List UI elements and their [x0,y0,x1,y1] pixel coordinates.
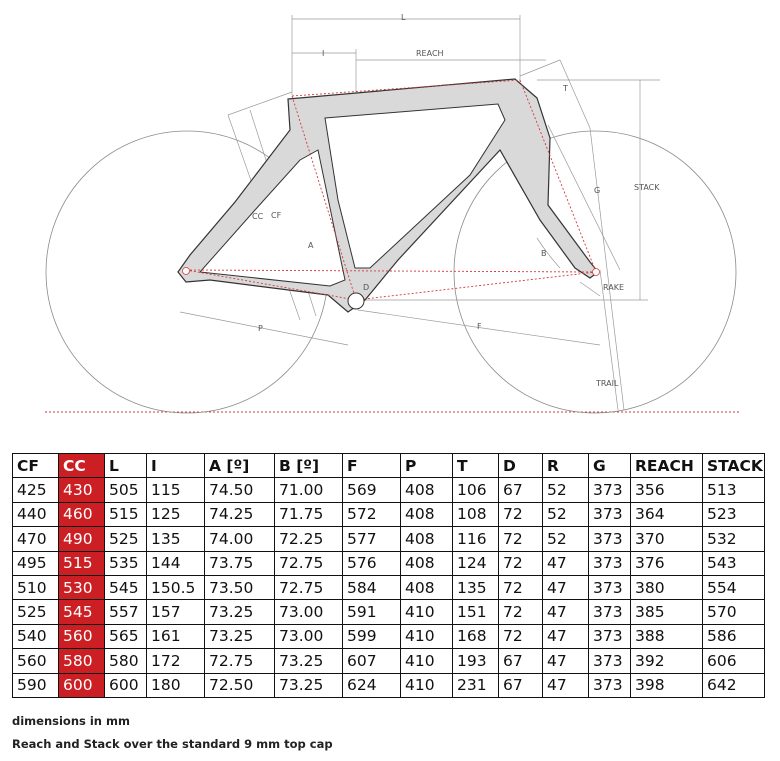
column-header: P [401,454,453,478]
label-P: P [258,324,263,333]
table-row [13,649,765,673]
label-REACH: REACH [416,49,444,58]
table-cell: 67 [499,673,543,697]
table-cell: 74.00 [205,527,275,551]
table-cell: 72.75 [205,649,275,673]
table-cell: 408 [401,502,453,526]
label-D: D [363,283,370,292]
label-L: L [401,13,406,22]
table-cell: 600 [105,673,147,697]
table-cell: 72.75 [275,551,343,575]
table-row [13,600,765,624]
table-cell: 532 [703,527,765,551]
table-cell: 373 [589,624,631,648]
table-cell: 72.50 [205,673,275,697]
table-cell: 124 [453,551,499,575]
table-cell: 373 [589,502,631,526]
table-cell: 607 [343,649,401,673]
table-cell: 47 [543,600,589,624]
table-cell: 370 [631,527,703,551]
column-header: G [589,454,631,478]
table-cell: 572 [343,502,401,526]
table-cell: 392 [631,649,703,673]
table-cell: 580 [59,649,105,673]
table-cell: 193 [453,649,499,673]
table-cell: 73.00 [275,624,343,648]
table-cell: 540 [13,624,59,648]
table-cell: 373 [589,649,631,673]
label-CC: CC [252,212,264,221]
column-header: STACK [703,454,765,478]
table-cell: 590 [13,673,59,697]
table-cell: 410 [401,600,453,624]
table-cell: 408 [401,551,453,575]
table-cell: 490 [59,527,105,551]
rear-dropout [183,268,190,275]
label-TRAIL: TRAIL [596,379,619,388]
table-cell: 440 [13,502,59,526]
table-cell: 144 [147,551,205,575]
table-cell: 106 [453,478,499,502]
column-header: REACH [631,454,703,478]
table-cell: 72 [499,575,543,599]
table-cell: 560 [13,649,59,673]
table-cell: 430 [59,478,105,502]
table-cell: 135 [147,527,205,551]
table-cell: 47 [543,649,589,673]
column-header: T [453,454,499,478]
table-cell: 560 [59,624,105,648]
reach-stack-note: Reach and Stack over the standard 9 mm top cap [12,737,333,751]
table-cell: 606 [703,649,765,673]
table-cell: 73.00 [275,600,343,624]
table-cell: 172 [147,649,205,673]
table-cell: 73.50 [205,575,275,599]
table-cell: 535 [105,551,147,575]
table-cell: 73.25 [205,624,275,648]
table-cell: 356 [631,478,703,502]
table-cell: 545 [59,600,105,624]
table-cell: 73.25 [275,673,343,697]
table-cell: 373 [589,527,631,551]
table-cell: 515 [105,502,147,526]
table-cell: 72 [499,600,543,624]
table-cell: 72 [499,502,543,526]
label-F: F [477,322,482,331]
column-header: B [º] [275,454,343,478]
column-header: CC [59,454,105,478]
label-G: G [594,186,601,195]
table-cell: 569 [343,478,401,502]
table-cell: 543 [703,551,765,575]
table-cell: 505 [105,478,147,502]
table-cell: 373 [589,575,631,599]
table-row [13,673,765,697]
table-cell: 642 [703,673,765,697]
table-cell: 557 [105,600,147,624]
table-cell: 67 [499,649,543,673]
table-cell: 47 [543,673,589,697]
table-cell: 151 [453,600,499,624]
table-cell: 72 [499,624,543,648]
table-cell: 380 [631,575,703,599]
table-cell: 523 [703,502,765,526]
table-header-row [13,454,765,478]
table-cell: 576 [343,551,401,575]
table-cell: 591 [343,600,401,624]
label-STACK: STACK [634,183,660,192]
table-cell: 570 [703,600,765,624]
label-CF: CF [271,211,282,220]
table-cell: 74.25 [205,502,275,526]
table-cell: 584 [343,575,401,599]
table-cell: 73.25 [275,649,343,673]
table-cell: 525 [105,527,147,551]
table-cell: 373 [589,478,631,502]
table-cell: 470 [13,527,59,551]
table-cell: 157 [147,600,205,624]
table-cell: 72 [499,551,543,575]
column-header: CF [13,454,59,478]
geometry-table [12,453,765,698]
table-cell: 373 [589,673,631,697]
column-header: A [º] [205,454,275,478]
table-cell: 586 [703,624,765,648]
table-cell: 52 [543,527,589,551]
table-cell: 116 [453,527,499,551]
table-cell: 495 [13,551,59,575]
bottom-bracket [348,293,364,309]
column-header: F [343,454,401,478]
table-cell: 513 [703,478,765,502]
label-T: T [563,84,568,93]
table-cell: 599 [343,624,401,648]
table-cell: 410 [401,673,453,697]
table-cell: 364 [631,502,703,526]
table-cell: 47 [543,551,589,575]
table-cell: 72 [499,527,543,551]
table-cell: 530 [59,575,105,599]
table-cell: 565 [105,624,147,648]
label-I: I [322,49,325,58]
table-row [13,624,765,648]
table-cell: 71.00 [275,478,343,502]
table-cell: 410 [401,624,453,648]
label-B: B [541,249,547,258]
table-row [13,478,765,502]
table-cell: 580 [105,649,147,673]
table-cell: 408 [401,527,453,551]
table-cell: 385 [631,600,703,624]
table-cell: 408 [401,478,453,502]
table-cell: 600 [59,673,105,697]
column-header: I [147,454,205,478]
table-row [13,551,765,575]
table-cell: 180 [147,673,205,697]
table-cell: 545 [105,575,147,599]
table-cell: 373 [589,600,631,624]
table-cell: 410 [401,649,453,673]
table-cell: 373 [589,551,631,575]
table-cell: 398 [631,673,703,697]
table-cell: 460 [59,502,105,526]
column-header: L [105,454,147,478]
table-cell: 150.5 [147,575,205,599]
label-RAKE: RAKE [603,283,625,292]
table-cell: 624 [343,673,401,697]
table-cell: 408 [401,575,453,599]
table-cell: 47 [543,624,589,648]
table-cell: 72.25 [275,527,343,551]
table-cell: 554 [703,575,765,599]
table-cell: 577 [343,527,401,551]
table-cell: 72.75 [275,575,343,599]
table-cell: 52 [543,502,589,526]
table-cell: 73.25 [205,600,275,624]
table-row [13,527,765,551]
table-cell: 515 [59,551,105,575]
label-A: A [308,241,314,250]
column-header: R [543,454,589,478]
table-cell: 115 [147,478,205,502]
table-cell: 71.75 [275,502,343,526]
table-row [13,502,765,526]
table-cell: 108 [453,502,499,526]
table-cell: 47 [543,575,589,599]
table-cell: 168 [453,624,499,648]
table-cell: 231 [453,673,499,697]
table-cell: 376 [631,551,703,575]
table-cell: 510 [13,575,59,599]
table-cell: 388 [631,624,703,648]
table-cell: 425 [13,478,59,502]
front-dropout [593,269,600,276]
table-cell: 67 [499,478,543,502]
table-cell: 161 [147,624,205,648]
table-cell: 525 [13,600,59,624]
table-cell: 125 [147,502,205,526]
table-row [13,575,765,599]
table-cell: 52 [543,478,589,502]
table-cell: 135 [453,575,499,599]
column-header: D [499,454,543,478]
table-cell: 74.50 [205,478,275,502]
table-cell: 73.75 [205,551,275,575]
units-note: dimensions in mm [12,714,130,728]
